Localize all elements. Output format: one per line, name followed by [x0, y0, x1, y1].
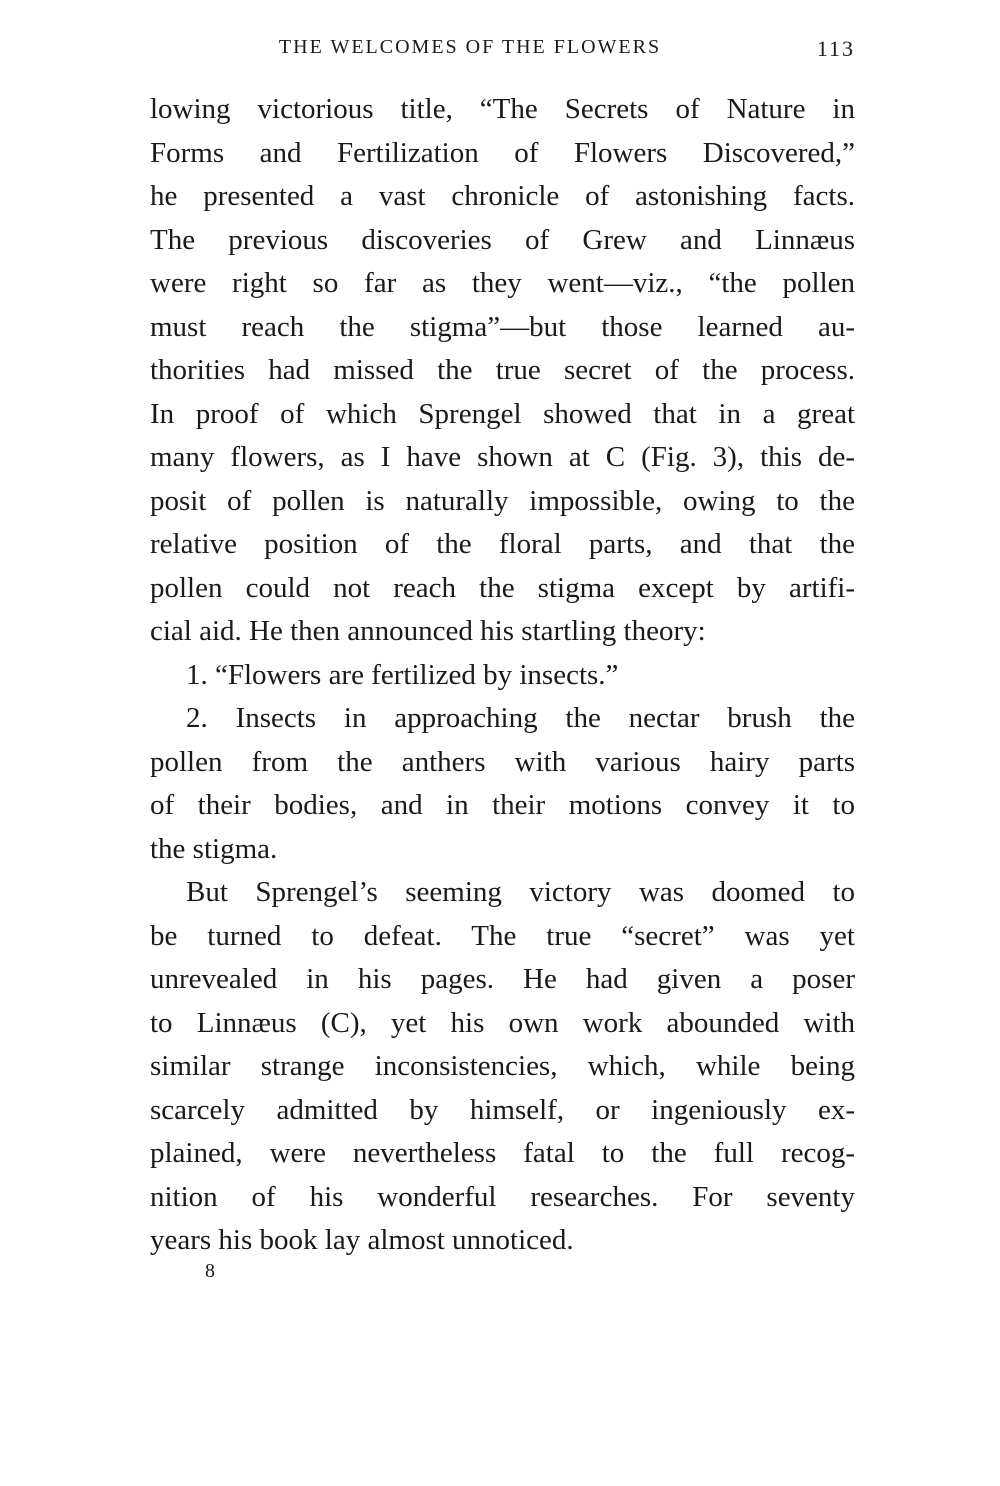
text-line: he presented a vast chronicle of astonishing facts.: [150, 180, 855, 212]
text-line: of their bodies, and in their motions convey it to: [150, 789, 855, 821]
text-line: Forms and Fertilization of Flowers Discovered,”: [150, 136, 855, 169]
text-line: In proof of which Sprengel showed that in a great: [150, 397, 855, 430]
text-line: posit of pollen is naturally impossible, owing to the: [150, 484, 855, 517]
text-line: pollen could not reach the stigma except by artifi-: [150, 571, 855, 604]
text-line: relative position of the floral parts, and that the: [150, 528, 855, 560]
text-line: many flowers, as I have shown at C (Fig. 3), this de-: [150, 441, 855, 473]
text-line: plained, were nevertheless fatal to the full recog-: [150, 1137, 855, 1169]
text-line: must reach the stigma”—but those learned au-: [150, 310, 855, 343]
body-text: [150, 88, 855, 1263]
text-line: The previous discoveries of Grew and Linnæus: [150, 223, 855, 256]
text-line: similar strange inconsistencies, which, while being: [150, 1050, 855, 1082]
paragraph-start: But Sprengel’s seeming victory was doomed to: [186, 876, 855, 908]
page-number: 113: [816, 36, 855, 61]
text-line: cial aid. He then announced his startling theory:: [150, 615, 706, 647]
text-line: years his book lay almost unnoticed.: [150, 1224, 574, 1256]
text-line: thorities had missed the true secret of the process.: [150, 354, 855, 386]
text-line: were right so far as they went—viz., “the pollen: [150, 267, 855, 299]
text-line: scarcely admitted by himself, or ingeniously ex-: [150, 1093, 855, 1126]
running-title: THE WELCOMES OF THE FLOWERS: [278, 36, 662, 58]
text-line: pollen from the anthers with various hairy parts: [150, 745, 855, 778]
text-line: nition of his wonderful researches. For seventy: [150, 1180, 855, 1213]
signature-mark: 8: [205, 1260, 215, 1282]
text-line: be turned to defeat. The true “secret” was yet: [150, 919, 855, 952]
text-line: unrevealed in his pages. He had given a poser: [150, 963, 855, 995]
text-line: to Linnæus (C), yet his own work abounded with: [150, 1006, 855, 1039]
numbered-item-2: 2. Insects in approaching the nectar brush the: [186, 702, 855, 734]
text-line: the stigma.: [150, 832, 278, 865]
running-head: [150, 36, 855, 66]
text-line: lowing victorious title, “The Secrets of Nature in: [150, 93, 855, 125]
numbered-item-1: 1. “Flowers are fertilized by insects.”: [186, 658, 619, 691]
